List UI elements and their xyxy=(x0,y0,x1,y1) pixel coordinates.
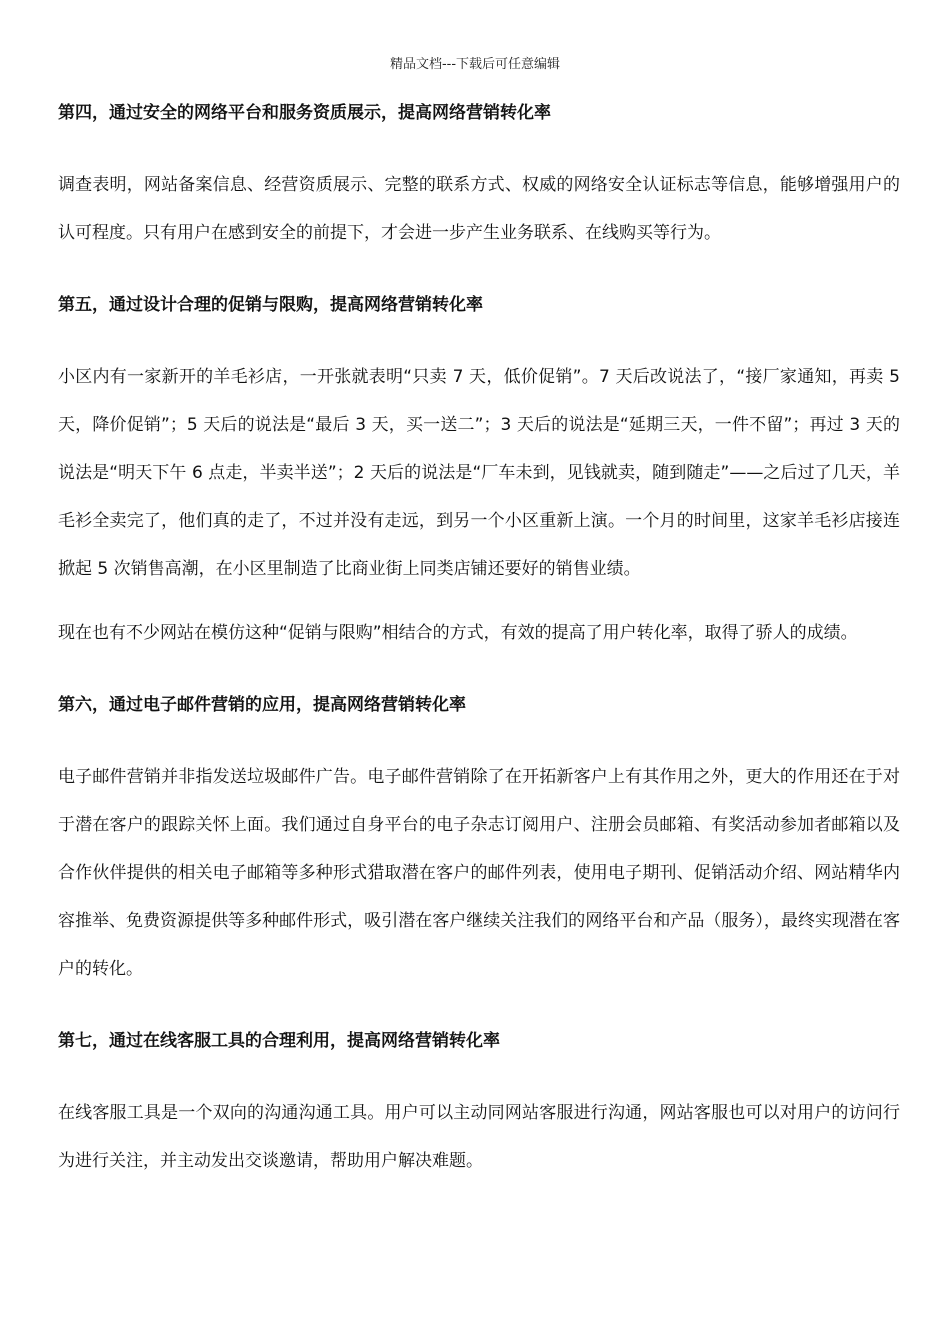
section-7 xyxy=(58,1025,900,1185)
section-4 xyxy=(58,97,900,257)
page-header: 精品文档---下载后可任意编辑 xyxy=(389,57,561,72)
section-paragraph: 现在也有不少网站在模仿这种“促销与限购”相结合的方式，有效的提高了用户转化率，取得了骄人的成绩。 xyxy=(58,623,858,643)
section-5 xyxy=(58,289,900,657)
section-paragraph: 在线客服工具是一个双向的沟通沟通工具。用户可以主动同网站客服进行沟通，网站客服也可以对用户的访问行为进行关注，并主动发出交谈邀请，帮助用户解决难题。 xyxy=(58,1103,900,1171)
document-body xyxy=(58,97,900,1185)
section-paragraph: 调查表明，网站备案信息、经营资质展示、完整的联系方式、权威的网络安全认证标志等信息，能够增强用户的认可程度。只有用户在感到安全的前提下，才会进一步产生业务联系、在线购买等行为。 xyxy=(58,175,900,243)
section-paragraph: 小区内有一家新开的羊毛衫店，一开张就表明“只卖 7 天，低价促销”。7 天后改说法了，“接厂家通知，再卖 5 天，降价促销”；5 天后的说法是“最后 3 天，买一送二”；3 天后的说法是“延期三天，一件不留”；再过 3 天的说法是“明天下午 6 点走，半卖半送”；2 天后的说法是“厂车未到，见钱就卖，随到随走”——之后过了几天，羊毛衫全卖完了，他们真的走了，不过并没有走远，到另一个小区重新上演。一个月的时间里，这家羊毛衫店接连掀起 5 次销售高潮，在小区里制造了比商业街上同类店铺还要好的销售业绩。 xyxy=(58,367,900,579)
section-6 xyxy=(58,689,900,993)
section-heading: 第六，通过电子邮件营销的应用，提高网络营销转化率 xyxy=(58,695,466,715)
section-paragraph: 电子邮件营销并非指发送垃圾邮件广告。电子邮件营销除了在开拓新客户上有其作用之外，更大的作用还在于对于潜在客户的跟踪关怀上面。我们通过自身平台的电子杂志订阅用户、注册会员邮箱、有奖活动参加者邮箱以及合作伙伴提供的相关电子邮箱等多种形式猎取潜在客户的邮件列表，使用电子期刊、促销活动介绍、网站精华内容推举、免费资源提供等多种邮件形式，吸引潜在客户继续关注我们的网络平台和产品（服务），最终实现潜在客户的转化。 xyxy=(58,767,900,979)
section-heading: 第四，通过安全的网络平台和服务资质展示，提高网络营销转化率 xyxy=(58,103,551,123)
section-heading: 第五，通过设计合理的促销与限购，提高网络营销转化率 xyxy=(58,295,483,315)
section-heading: 第七，通过在线客服工具的合理利用，提高网络营销转化率 xyxy=(58,1031,500,1051)
